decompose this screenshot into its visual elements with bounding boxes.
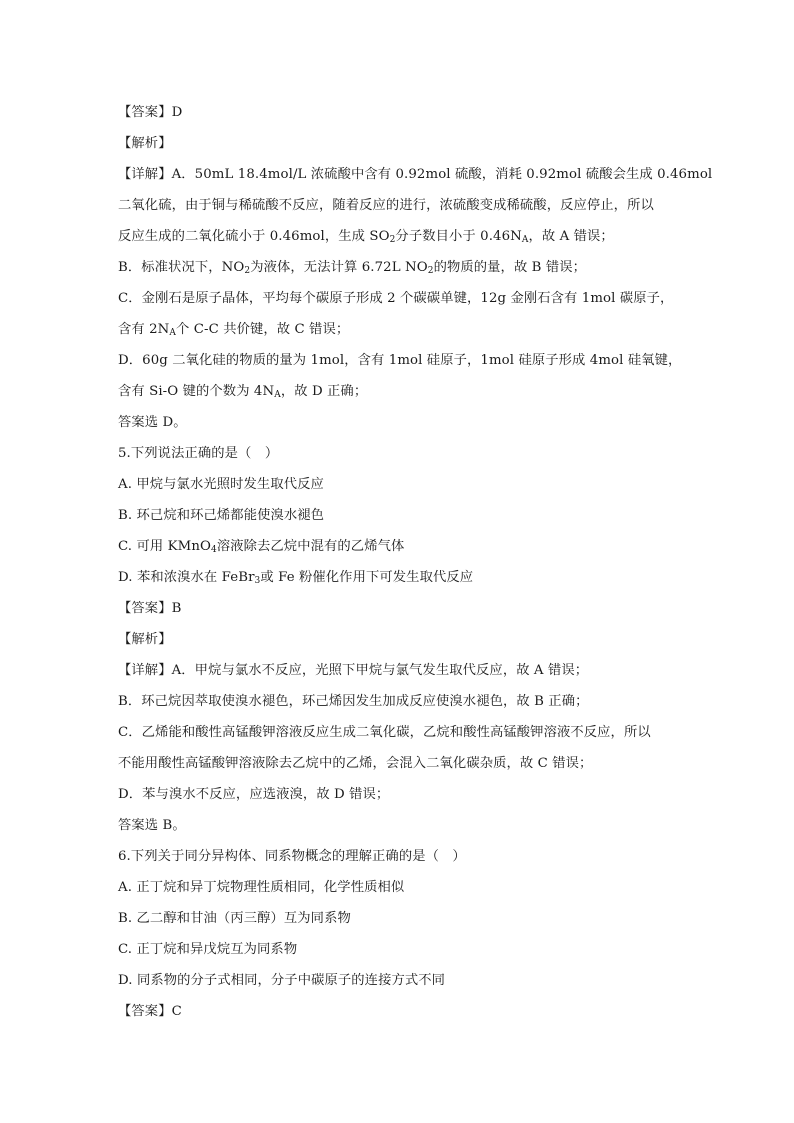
q4-detail-option-b [118,252,678,283]
subscript: 2 [389,235,396,245]
text-run: 含有 2N [118,322,170,337]
q5-detail-option-b: B．环己烷因萃取使溴水褪色，环己烯因发生加成反应使溴水褪色，故 B 正确； [118,694,589,709]
q5-option-c [118,531,678,562]
subscript: 3 [254,576,261,586]
document-content [118,97,713,1027]
subscript: A [274,390,281,400]
q6-answer-label: 【答案】C [118,1004,182,1019]
q5-conclusion: 答案选 B。 [118,818,186,833]
q5-answer-label: 【答案】B [118,601,182,616]
q5-detail-option-c-line-2: 不能用酸性高锰酸钾溶液除去乙烷中的乙烯，会混入二氧化碳杂质，故 C 错误； [118,756,593,771]
text-run: 溶液除去乙烷中混有的乙烯气体 [216,539,405,554]
text-run: D. 苯和浓溴水在 FeBr [118,570,255,585]
subscript: A [521,235,529,245]
q5-option-a: A. 甲烷与氯水光照时发生取代反应 [118,477,324,492]
text-run: 个 C-C 共价键，故 C 错误； [176,322,350,337]
q5-option-b: B. 环己烷和环己烯都能使溴水褪色 [118,508,325,523]
q5-detail-option-a: 【详解】A．甲烷与氯水不反应，光照下甲烷与氯气发生取代反应，故 A 错误； [118,663,589,678]
q5-detail-option-c-line-1: C．乙烯能和酸性高锰酸钾溶液反应生成二氧化碳，乙烷和酸性高锰酸钾溶液不反应，所以 [118,725,651,740]
q4-answer-label: 【答案】D [118,105,183,120]
text-run: ，故 A 错误； [528,229,614,244]
text-run: B．标准状况下，NO [118,260,245,275]
q4-detail-option-c-line-1: C．金刚石是原子晶体，平均每个碳原子形成 2 个碳碳单键，12g 金刚石含有 1mol 碳原子， [118,291,674,306]
text-run: 含有 Si-O 键的个数为 4N [118,384,275,399]
text-run: 反应生成的二氧化硫小于 0.46mol，生成 SO [118,229,390,244]
text-run: ，故 D 正确； [280,384,368,399]
q6-option-c: C. 正丁烷和异戊烷互为同系物 [118,942,298,957]
q6-option-a: A. 正丁烷和异丁烷物理性质相同，化学性质相似 [118,880,405,895]
q4-detail-option-d-line-2 [118,376,678,407]
q4-detail-option-c-line-2 [118,314,678,345]
text-run: 分子数目小于 0.46N [395,229,522,244]
q6-stem: 6.下列关于同分异构体、同系物概念的理解正确的是（ ） [118,849,466,864]
text-run: C. 可用 KMnO [118,539,211,554]
q5-analysis-label: 【解析】 [118,632,172,647]
q6-option-b: B. 乙二醇和甘油（丙三醇）互为同系物 [118,911,351,926]
text-run: 为液体，无法计算 6.72L NO [250,260,428,275]
q5-detail-option-d: D．苯与溴水不反应，应选液溴，故 D 错误； [118,787,390,802]
q4-analysis-label: 【解析】 [118,136,172,151]
q5-option-d [118,562,678,593]
text-run: 的物质的量，故 B 错误； [433,260,587,275]
q4-detail-line-1: 【详解】A．50mL 18.4mol/L 浓硫酸中含有 0.92mol 硫酸，消耗 0.92mol 硫酸会生成 0.46mol [118,167,713,182]
q4-detail-line-2: 二氧化硫，由于铜与稀硫酸不反应，随着反应的进行，浓硫酸变成稀硫酸，反应停止，所以 [118,198,654,213]
q4-detail-line-3 [118,221,678,252]
q5-stem: 5.下列说法正确的是（ ） [118,446,279,461]
q6-option-d: D. 同系物的分子式相同，分子中碳原子的连接方式不同 [118,973,446,988]
subscript: A [169,328,177,338]
subscript: 2 [244,266,251,276]
text-run: 或 Fe 粉催化作用下可发生取代反应 [260,570,474,585]
subscript: 4 [211,545,217,555]
q4-conclusion: 答案选 D。 [118,415,187,430]
q4-detail-option-d-line-1: D．60g 二氧化硅的物质的量为 1mol，含有 1mol 硅原子，1mol 硅原子形成 4mol 硅氧键， [118,353,682,368]
subscript: 2 [427,266,434,276]
